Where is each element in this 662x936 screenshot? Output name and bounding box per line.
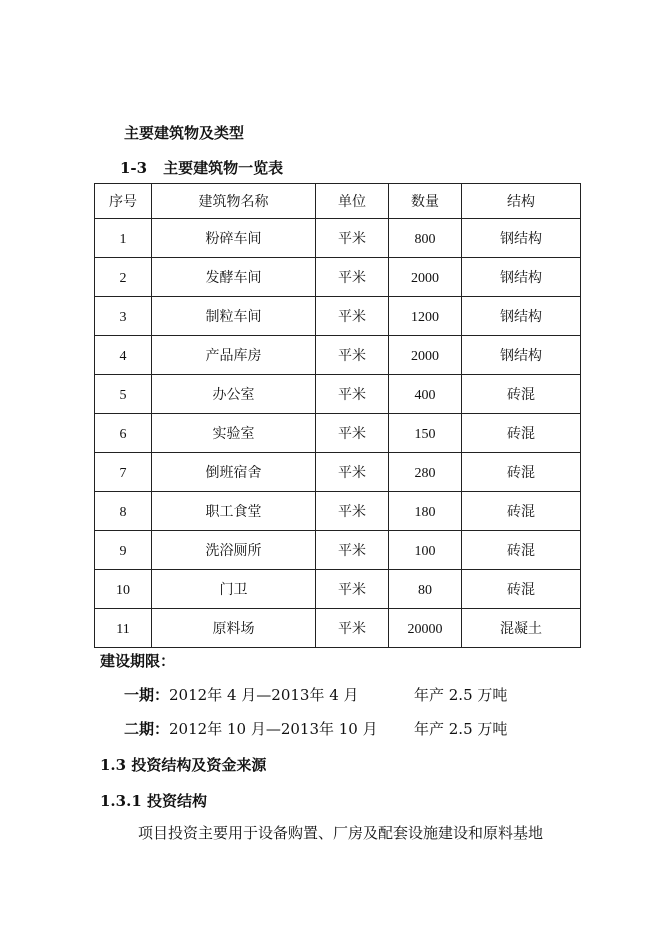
table-row — [95, 453, 581, 492]
table-header-row — [95, 184, 581, 219]
cell-seq: 3 — [95, 297, 152, 336]
cell-structure: 钢结构 — [462, 336, 581, 375]
cell-quantity: 280 — [389, 453, 462, 492]
investment-subheading: 1.3.1 投资结构 — [100, 792, 207, 810]
cell-seq: 8 — [95, 492, 152, 531]
cell-name: 实验室 — [152, 414, 316, 453]
cell-unit: 平米 — [316, 609, 389, 648]
cell-seq: 1 — [95, 219, 152, 258]
cell-seq: 9 — [95, 531, 152, 570]
cell-seq: 11 — [95, 609, 152, 648]
cell-name: 职工食堂 — [152, 492, 316, 531]
phase-output: 年产 2.5 万吨 — [414, 686, 508, 704]
cell-unit: 平米 — [316, 531, 389, 570]
cell-structure: 混凝土 — [462, 609, 581, 648]
phase-output: 年产 2.5 万吨 — [414, 720, 508, 738]
cell-unit: 平米 — [316, 453, 389, 492]
cell-unit: 平米 — [316, 570, 389, 609]
table-row — [95, 570, 581, 609]
cell-structure: 砖混 — [462, 375, 581, 414]
header-name: 建筑物名称 — [152, 184, 316, 219]
buildings-table — [94, 183, 581, 648]
header-seq: 序号 — [95, 184, 152, 219]
cell-seq: 7 — [95, 453, 152, 492]
table-row — [95, 414, 581, 453]
table-row — [95, 336, 581, 375]
header-unit: 单位 — [316, 184, 389, 219]
cell-name: 办公室 — [152, 375, 316, 414]
table-caption-number: 1-3 — [120, 159, 148, 177]
header-quantity: 数量 — [389, 184, 462, 219]
header-structure: 结构 — [462, 184, 581, 219]
cell-seq: 2 — [95, 258, 152, 297]
cell-quantity: 100 — [389, 531, 462, 570]
investment-heading: 1.3 投资结构及资金来源 — [100, 756, 267, 774]
cell-structure: 钢结构 — [462, 258, 581, 297]
cell-structure: 钢结构 — [462, 297, 581, 336]
cell-name: 制粒车间 — [152, 297, 316, 336]
cell-quantity: 150 — [389, 414, 462, 453]
phase-one — [124, 684, 508, 705]
construction-period-title: 建设期限： — [100, 652, 176, 670]
cell-seq: 4 — [95, 336, 152, 375]
cell-structure: 砖混 — [462, 414, 581, 453]
phase-two — [124, 718, 508, 739]
phase-period: 2012年 4 月—2013年 4 月 — [169, 686, 359, 704]
cell-quantity: 400 — [389, 375, 462, 414]
table-row — [95, 258, 581, 297]
cell-quantity: 800 — [389, 219, 462, 258]
cell-name: 产品库房 — [152, 336, 316, 375]
cell-unit: 平米 — [316, 414, 389, 453]
cell-structure: 砖混 — [462, 453, 581, 492]
cell-structure: 砖混 — [462, 570, 581, 609]
cell-structure: 砖混 — [462, 492, 581, 531]
table-row — [95, 219, 581, 258]
cell-unit: 平米 — [316, 492, 389, 531]
investment-paragraph: 项目投资主要用于设备购置、厂房及配套设施建设和原料基地 — [138, 824, 544, 842]
table-row — [95, 531, 581, 570]
cell-structure: 砖混 — [462, 531, 581, 570]
cell-name: 门卫 — [152, 570, 316, 609]
cell-unit: 平米 — [316, 219, 389, 258]
table-caption — [120, 157, 283, 178]
cell-structure: 钢结构 — [462, 219, 581, 258]
table-caption-title: 主要建筑物一览表 — [163, 159, 284, 177]
cell-name: 洗浴厕所 — [152, 531, 316, 570]
table-row — [95, 375, 581, 414]
cell-seq: 5 — [95, 375, 152, 414]
cell-quantity: 2000 — [389, 258, 462, 297]
cell-quantity: 20000 — [389, 609, 462, 648]
cell-unit: 平米 — [316, 375, 389, 414]
table-row — [95, 609, 581, 648]
phase-period: 2012年 10 月—2013年 10 月 — [169, 720, 378, 738]
table-row — [95, 492, 581, 531]
cell-unit: 平米 — [316, 297, 389, 336]
phase-label: 二期： — [124, 720, 170, 738]
section-title: 主要建筑物及类型 — [124, 124, 245, 142]
cell-quantity: 1200 — [389, 297, 462, 336]
table-row — [95, 297, 581, 336]
table-body — [95, 219, 581, 648]
cell-unit: 平米 — [316, 258, 389, 297]
cell-name: 发酵车间 — [152, 258, 316, 297]
cell-unit: 平米 — [316, 336, 389, 375]
cell-name: 粉碎车间 — [152, 219, 316, 258]
cell-quantity: 2000 — [389, 336, 462, 375]
cell-seq: 10 — [95, 570, 152, 609]
cell-name: 原料场 — [152, 609, 316, 648]
phase-label: 一期： — [124, 686, 170, 704]
cell-quantity: 180 — [389, 492, 462, 531]
cell-quantity: 80 — [389, 570, 462, 609]
cell-name: 倒班宿舍 — [152, 453, 316, 492]
cell-seq: 6 — [95, 414, 152, 453]
